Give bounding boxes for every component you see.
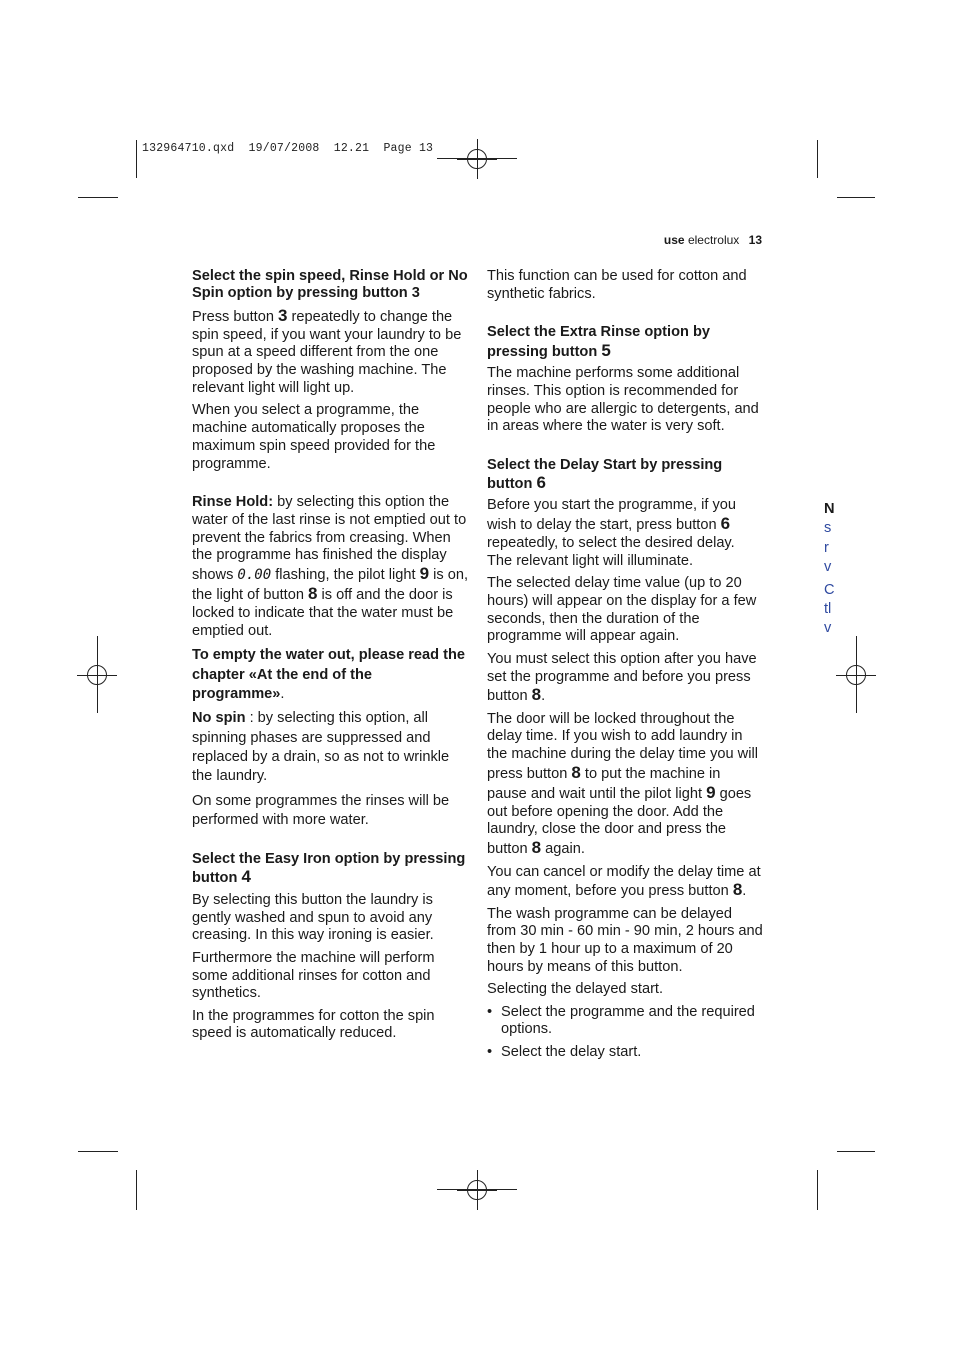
- crop-mark: [78, 1151, 118, 1152]
- spin-paragraph-2: When you select a programme, the machine automatically proposes the maximum spin speed provided for the programme.: [192, 402, 436, 472]
- crop-mark: [817, 140, 818, 178]
- registration-mark: [836, 655, 876, 695]
- registration-mark: [457, 139, 497, 179]
- registration-mark: [77, 655, 117, 695]
- crop-mark: [437, 158, 517, 159]
- delay-paragraph-5: You can cancel or modify the delay time at any moment, before you press button 8.: [487, 863, 761, 900]
- page-number: 13: [748, 233, 762, 247]
- easy-iron-paragraph-1: By selecting this button the laundry is gently washed and spun to avoid any creasing. In this way ironing is easier.: [192, 891, 434, 944]
- delay-paragraph-4: The door will be locked throughout the delay time. If you wish to add laundry in the machine during the delay time you will press button 8 to put the machine in pause and wait until the pilot light 9 goes out before opening the door. Add the laundry, close the door and press the button 8 again.: [487, 710, 758, 858]
- header-brand: electrolux: [687, 233, 740, 247]
- intro-paragraph: This function can be used for cotton and synthetic fabrics.: [487, 268, 747, 302]
- delay-paragraph-6: The wash programme can be delayed from 30 min - 60 min - 90 min, 2 hours and then by 1 hour up to a maximum of 20 hours by means of this button.: [487, 905, 763, 976]
- easy-iron-paragraph-2: Furthermore the machine will perform some additional rinses for cotton and synthetics.: [192, 949, 435, 1002]
- facing-page-fragment: N s r v C tl v: [824, 501, 835, 637]
- crop-mark: [817, 1170, 818, 1210]
- extra-rinse-paragraph: The machine performs some additional rinses. This option is recommended for people who are allergic to detergents, and in areas where the water is very soft.: [487, 364, 759, 435]
- crop-mark: [136, 140, 137, 178]
- crop-mark: [837, 197, 875, 198]
- left-column: [192, 268, 468, 1048]
- extra-rinse-heading: Select the Extra Rinse option by pressing button 5: [487, 324, 711, 360]
- delay-paragraph-3: You must select this option after you have set the programme and before you press button 8.: [487, 650, 757, 705]
- easy-iron-paragraph-3: In the programmes for cotton the spin speed is automatically reduced.: [192, 1007, 435, 1042]
- delay-paragraph-1: Before you start the programme, if you wish to delay the start, press button 6 repeatedly, to select the desired delay. The relevant light will illuminate.: [487, 497, 737, 569]
- delay-paragraph-2: The selected delay time value (up to 20 hours) will appear on the display for a few seconds, then the duration of the programme will appear again.: [487, 575, 757, 645]
- list-item: • Select the delay start.: [487, 1044, 763, 1062]
- registration-mark: [457, 1170, 497, 1210]
- easy-iron-heading: Select the Easy Iron option by pressing button 4: [192, 851, 466, 887]
- list-item: • Select the programme and the required options.: [487, 1004, 763, 1040]
- crop-mark: [136, 1170, 137, 1210]
- no-spin-paragraph: No spin : by selecting this option, all spinning phases are suppressed and replaced by a drain, so as not to wrinkle the laundry.: [192, 710, 450, 784]
- empty-water-note: To empty the water out, please read the chapter «At the end of the programme».: [192, 647, 466, 703]
- spin-paragraph: Press button 3 repeatedly to change the spin speed, if you want your laundry to be spun at a speed different from the one proposed by the washing machine. The relevant light will light up.: [192, 305, 462, 396]
- print-slug: 132964710.qxd 19/07/2008 12.21 Page 13: [142, 142, 434, 155]
- delay-paragraph-7: Selecting the delayed start.: [487, 981, 664, 998]
- crop-mark: [837, 1151, 875, 1152]
- spin-heading: Select the spin speed, Rinse Hold or No Spin option by pressing button 3: [192, 268, 468, 302]
- right-column: [487, 268, 763, 1066]
- rinses-note: On some programmes the rinses will be performed with more water.: [192, 793, 450, 829]
- delay-steps-list: [487, 1004, 763, 1062]
- header-section: use: [663, 233, 685, 247]
- crop-mark: [78, 197, 118, 198]
- crop-mark: [437, 1189, 517, 1190]
- running-header: [664, 233, 762, 247]
- rinse-hold-paragraph: Rinse Hold: by selecting this option the water of the last rinse is not emptied out to prevent the fabrics from creasing. When the programme has finished the display shows 0.00 flashing, the pilot light 9 is on, the light of button 8 is off and the door is locked to indicate that the water must be emptied out.: [192, 493, 469, 639]
- delay-start-heading: Select the Delay Start by pressing button 6: [487, 456, 723, 492]
- display-readout: 0.00: [237, 567, 272, 584]
